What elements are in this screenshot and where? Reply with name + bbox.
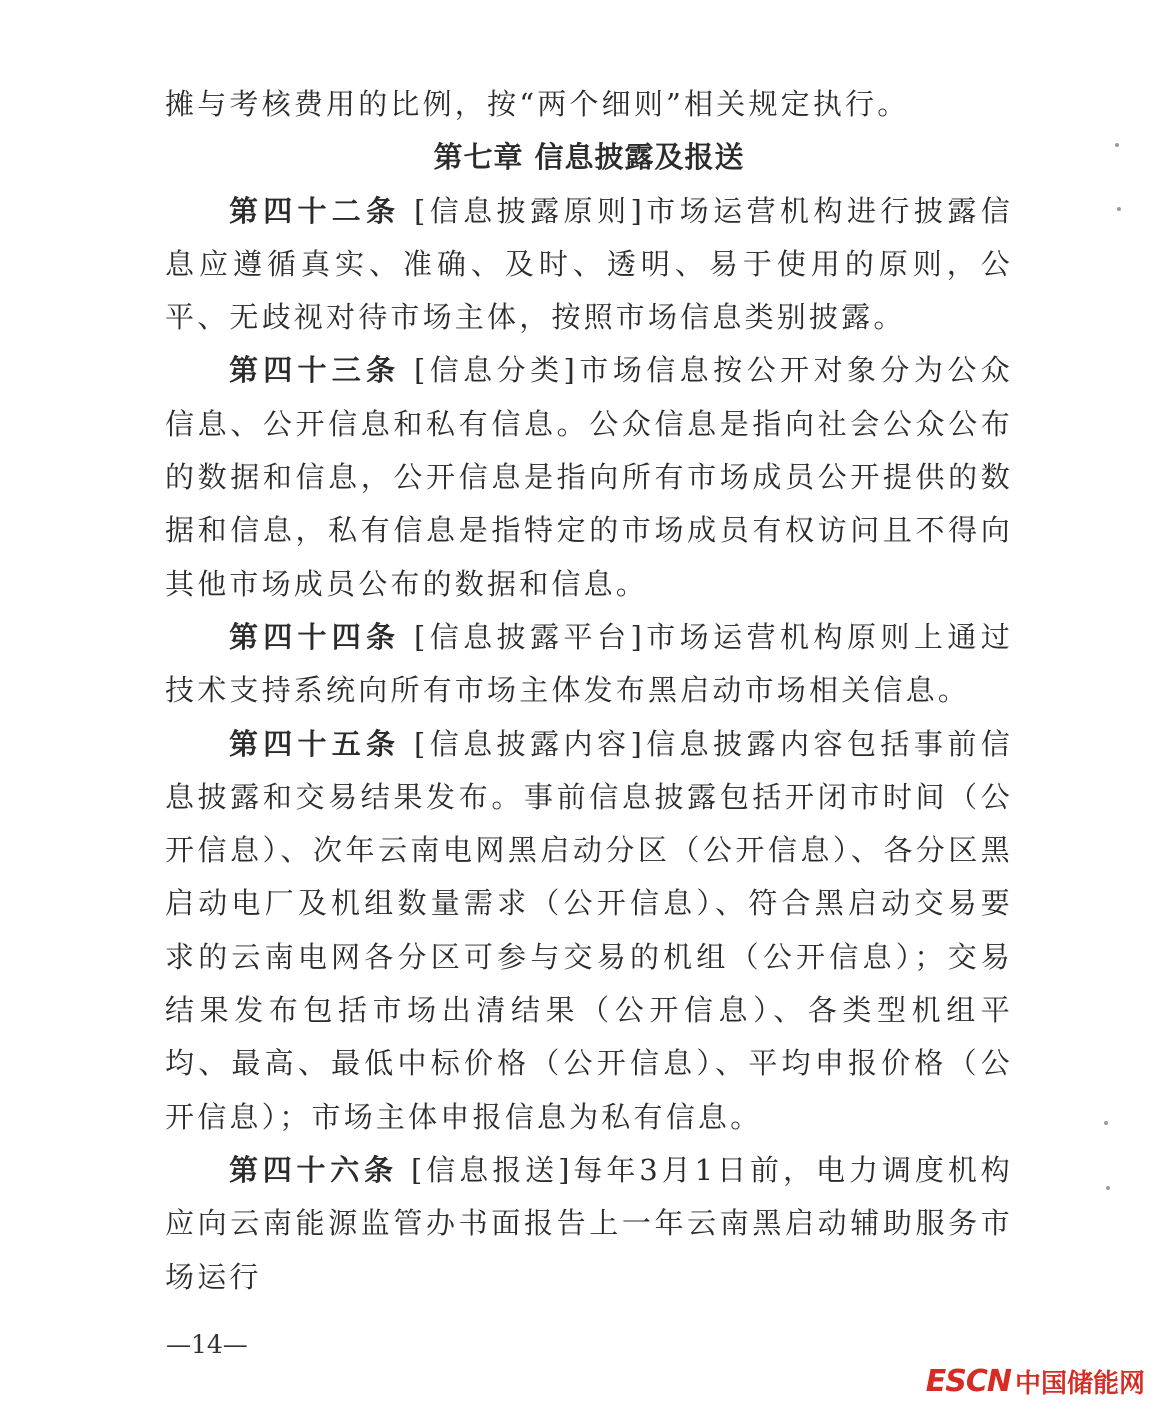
watermark-latin: ESCN	[925, 1364, 1011, 1399]
article-text: [信息报送]每年3月1日前，电力调度机构应向云南能源监管办书面报告上一年云南黑启动辅助服务市场运行	[165, 1152, 1013, 1294]
article-text: [信息披露原则]市场运营机构进行披露信息应遵循真实、准确、及时、透明、易于使用的原则，公平、无歧视对待市场主体，按照市场信息类别披露。	[165, 193, 1013, 335]
article-45	[165, 718, 1013, 1144]
escn-watermark-logo	[926, 1363, 1145, 1400]
article-number: 第四十五条	[229, 726, 401, 761]
article-text: [信息披露平台]市场运营机构原则上通过技术支持系统向所有市场主体发布黑启动市场相关信息。	[165, 619, 1013, 708]
scan-speck	[1104, 1121, 1108, 1125]
document-body	[165, 78, 1013, 1304]
article-46	[165, 1144, 1013, 1304]
chapter-title: 第七章 信息披露及报送	[433, 140, 745, 175]
scan-speck	[1106, 1186, 1110, 1190]
article-text: [信息披露内容]信息披露内容包括事前信息披露和交易结果发布。事前信息披露包括开闭市时间（公开信息）、次年云南电网黑启动分区（公开信息）、各分区黑启动电厂及机组数量需求（公开信息）、符合黑启动交易要求的云南电网各分区可参与交易的机组（公开信息）；交易结果发布包括市场出清结果（公开信息）、各类型机组平均、最高、最低中标价格（公开信息）、平均申报价格（公开信息）；市场主体申报信息为私有信息。	[165, 726, 1013, 1134]
scan-speck	[1115, 143, 1119, 147]
scan-speck	[1117, 207, 1121, 211]
article-number: 第四十三条	[229, 353, 401, 388]
watermark-chinese: 中国储能网	[1014, 1369, 1145, 1399]
article-number: 第四十六条	[229, 1152, 398, 1187]
article-42	[165, 185, 1013, 345]
article-number: 第四十二条	[229, 193, 401, 228]
article-number: 第四十四条	[229, 619, 401, 654]
article-44	[165, 611, 1013, 718]
article-43	[165, 344, 1013, 610]
page-number: —14—	[166, 1330, 248, 1359]
article-text: [信息分类]市场信息按公开对象分为公众信息、公开信息和私有信息。公众信息是指向社会公众公布的数据和信息，公开信息是指向所有市场成员公开提供的数据和信息，私有信息是指特定的市场成员有权访问且不得向其他市场成员公布的数据和信息。	[165, 353, 1013, 601]
opening-paragraph: 摊与考核费用的比例，按“两个细则”相关规定执行。	[165, 87, 910, 121]
